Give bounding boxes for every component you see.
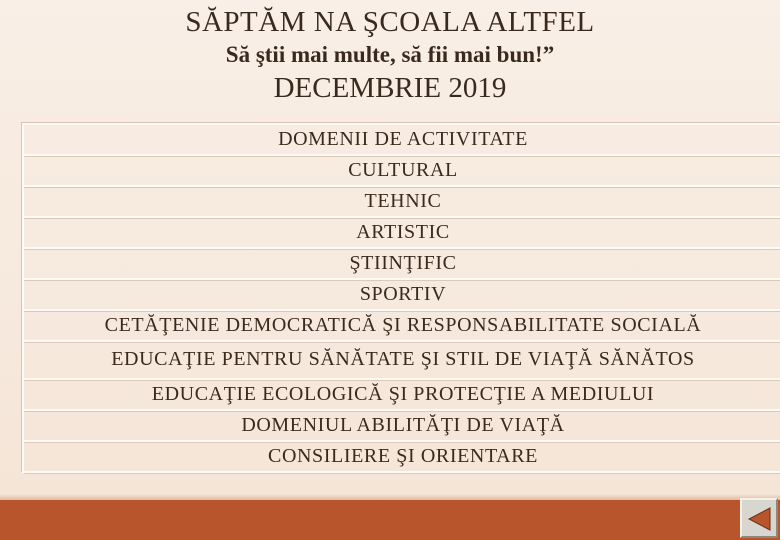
page-date: DECEMBRIE 2019: [273, 72, 507, 104]
table-row: TEHNIC: [24, 187, 780, 218]
table-row: ARTISTIC: [24, 218, 780, 249]
table-row: CETĂŢENIE DEMOCRATICĂ ŞI RESPONSABILITATE SOCIALĂ: [24, 311, 780, 342]
page-subtitle: Să ştii mai multe, să fii mai bun!”: [225, 42, 555, 67]
table-row: CONSILIERE ŞI ORIENTARE: [24, 442, 780, 473]
page-title: SĂPTĂM NA ŞCOALA ALTFEL: [185, 6, 595, 38]
table-row: DOMENIUL ABILITĂŢI DE VIAŢĂ: [24, 411, 780, 442]
table-row: ŞTIINŢIFIC: [24, 249, 780, 280]
table-row-header: DOMENII DE ACTIVITATE: [24, 125, 780, 156]
footer-bar: [0, 500, 780, 540]
activity-domains-table: [22, 123, 780, 473]
triangle-left-icon: [746, 505, 774, 533]
previous-slide-button[interactable]: [740, 498, 778, 538]
table-row: EDUCAŢIE PENTRU SĂNĂTATE ŞI STIL DE VIAŢĂ SĂNĂTOS: [24, 342, 780, 380]
table-row: EDUCAŢIE ECOLOGICĂ ŞI PROTECŢIE A MEDIULUI: [24, 380, 780, 411]
table-row: CULTURAL: [24, 156, 780, 187]
table-row: SPORTIV: [24, 280, 780, 311]
